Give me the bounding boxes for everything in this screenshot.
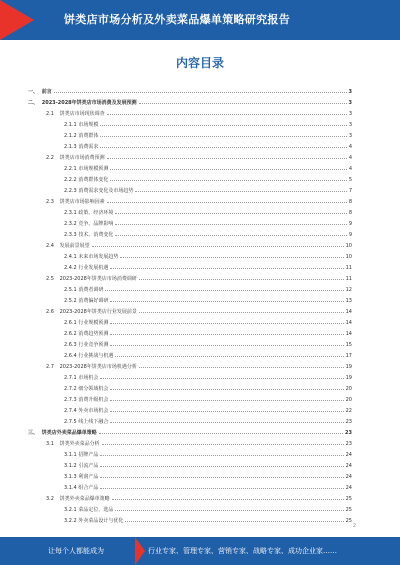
toc-entry-number: 2.6 — [46, 309, 54, 315]
toc-leader-dots — [54, 92, 347, 93]
toc-leader-dots — [99, 433, 343, 434]
toc-entry-number: 3.2.2 — [64, 518, 77, 524]
toc-entry-page: 25 — [345, 496, 352, 502]
toc-entry[interactable] — [28, 436, 352, 447]
toc-entry-label — [46, 242, 90, 249]
footer-tags: 行业专家、管理专家、营销专家、战略专家、成功企业家…… — [148, 547, 337, 555]
toc-leader-dots — [139, 312, 344, 313]
toc-entry-text: 技术、消费变化 — [78, 232, 114, 238]
toc-entry-number: 2.7.3 — [64, 397, 77, 403]
toc-entry-label — [64, 187, 133, 194]
toc-leader-dots — [115, 356, 343, 357]
toc-entry[interactable] — [28, 304, 352, 315]
toc-entry[interactable] — [28, 238, 352, 249]
toc-leader-dots — [115, 213, 346, 214]
toc-entry-label — [64, 396, 108, 403]
toc-leader-dots — [105, 290, 343, 291]
toc-leader-dots — [110, 180, 346, 181]
toc-entry-label — [46, 440, 100, 447]
toc-entry-label — [64, 352, 113, 359]
toc-leader-dots — [115, 235, 346, 236]
toc-entry-text: 发展前景展望 — [59, 243, 90, 249]
toc-entry-page: 12 — [345, 287, 352, 293]
toc-entry-label — [64, 165, 108, 172]
toc-entry[interactable] — [28, 106, 352, 117]
toc-entry-text: 利润产品 — [78, 474, 99, 480]
toc-entry-label — [28, 99, 137, 106]
toc-entry-page: 25 — [345, 507, 352, 513]
toc-entry-text: 行业规模预测 — [78, 320, 109, 326]
toc-entry[interactable] — [28, 194, 352, 205]
toc-entry-page: 11 — [345, 276, 352, 282]
toc-entry[interactable] — [28, 414, 352, 425]
toc-entry-number: 2.5.2 — [64, 298, 77, 304]
toc-entry-text: 消费者调研 — [78, 287, 104, 293]
footer-red-arrow — [135, 537, 145, 565]
report-header — [0, 0, 400, 40]
toc-entry-label — [46, 154, 105, 161]
toc-entry-label — [64, 264, 108, 271]
toc-entry-page: 3 — [348, 89, 352, 95]
toc-entry-label — [46, 198, 105, 205]
toc-leader-dots — [110, 389, 343, 390]
toc-entry-text: 饼类外卖菜品爆单策略 — [59, 496, 110, 502]
toc-entry-page: 8 — [348, 210, 352, 216]
toc-entry-page: 14 — [345, 320, 352, 326]
toc-entry[interactable] — [28, 95, 352, 106]
toc-entry-text: 2023-2028年饼类店市场机遇分析 — [59, 364, 137, 370]
toc-leader-dots — [110, 268, 343, 269]
toc-entry-label — [64, 209, 113, 216]
toc-entry-label — [64, 473, 98, 480]
toc-entry-number: 2.2.2 — [64, 177, 77, 183]
toc-entry[interactable] — [28, 271, 352, 282]
toc-entry-label — [46, 275, 137, 282]
toc-entry-text: 外卖菜品设计与优化 — [78, 518, 124, 524]
toc-entry[interactable] — [28, 249, 352, 260]
toc-entry-number: 2.4 — [46, 243, 54, 249]
toc-entry-number: 3.2 — [46, 496, 54, 502]
toc-entry-page: 15 — [345, 342, 352, 348]
toc-entry-text: 竞争、品牌影响 — [78, 221, 114, 227]
toc-entry-page: 3 — [348, 100, 352, 106]
toc-entry[interactable] — [28, 150, 352, 161]
toc-entry-page: 8 — [348, 199, 352, 205]
toc-entry-text: 饼类店市场消费预测 — [59, 155, 105, 161]
toc-leader-dots — [139, 103, 347, 104]
toc-leader-dots — [100, 477, 343, 478]
toc-entry-number: 2.5 — [46, 276, 54, 282]
toc-entry-page: 20 — [345, 386, 352, 392]
toc-entry-label — [64, 121, 98, 128]
toc-entry-label — [64, 297, 108, 304]
toc-entry-number: 2.7.2 — [64, 386, 77, 392]
toc-entry-number: 2.2.3 — [64, 188, 77, 194]
toc-entry-label — [64, 319, 108, 326]
toc-entry-text: 消费趋势预测 — [78, 331, 109, 337]
toc-entry-text: 菜品定位、选品 — [78, 507, 114, 513]
toc-entry-text: 消费群体 — [78, 133, 99, 139]
toc-entry-text: 线上线下融合 — [78, 419, 109, 425]
toc-entry-label — [64, 418, 108, 425]
toc-entry-page: 9 — [348, 232, 352, 238]
toc-entry-label — [64, 143, 98, 150]
toc-entry-text: 前言 — [41, 89, 52, 95]
toc-entry-number: 一、 — [28, 89, 39, 95]
toc-entry[interactable] — [28, 480, 352, 491]
toc-entry-text: 行业挑战与机遇 — [78, 353, 114, 359]
toc-entry-page: 20 — [345, 397, 352, 403]
toc-entry-number: 2.7.4 — [64, 408, 77, 414]
toc-entry-label — [64, 374, 98, 381]
toc-entry-number: 2.4.1 — [64, 254, 77, 260]
toc-entry[interactable] — [28, 315, 352, 326]
toc-leader-dots — [107, 114, 347, 115]
toc-entry-number: 2.4.2 — [64, 265, 77, 271]
toc-leader-dots — [110, 169, 346, 170]
toc-entry-number: 2.3.1 — [64, 210, 77, 216]
toc-heading: 内容目录 — [175, 56, 224, 70]
toc-entry-text: 2023-2028年饼类店市场消费调研 — [59, 276, 137, 282]
toc-leader-dots — [110, 334, 343, 335]
toc-entry-page: 3 — [348, 133, 352, 139]
toc-entry-page: 25 — [345, 518, 352, 524]
toc-entry-text: 消费群体变化 — [78, 177, 109, 183]
toc-entry[interactable] — [28, 161, 352, 172]
toc-leader-dots — [115, 224, 346, 225]
toc-entry-number: 2.3.2 — [64, 221, 77, 227]
toc-entry-page: 5 — [348, 177, 352, 183]
toc-entry-text: 市场规模预测 — [78, 166, 109, 172]
toc-entry-page: 10 — [345, 243, 352, 249]
page-number: 2 — [352, 523, 356, 529]
toc-entry-text: 政策、经济环境 — [78, 210, 114, 216]
toc-entry[interactable] — [28, 381, 352, 392]
toc-entry-label — [64, 385, 108, 392]
toc-entry-text: 消费需求变化及市场趋势 — [78, 188, 134, 194]
toc-entry-label — [46, 308, 137, 315]
toc-leader-dots — [110, 422, 343, 423]
toc-entry-page: 14 — [345, 309, 352, 315]
toc-entry[interactable] — [28, 447, 352, 458]
toc-leader-dots — [110, 400, 343, 401]
toc-entry-number: 二、 — [28, 100, 39, 106]
toc-entry-number: 2.2.1 — [64, 166, 77, 172]
toc-entry-number: 3.1.1 — [64, 452, 77, 458]
toc-entry-label — [28, 88, 52, 95]
toc-entry-page: 23 — [345, 430, 352, 436]
toc-entry-number: 2.6.4 — [64, 353, 77, 359]
toc-entry-text: 消费需求 — [78, 144, 99, 150]
toc-entry-number: 2.7.5 — [64, 419, 77, 425]
toc-entry-page: 4 — [348, 144, 352, 150]
toc-entry-number: 2.1.1 — [64, 122, 77, 128]
toc-entry-page: 24 — [345, 452, 352, 458]
toc-leader-dots — [100, 455, 343, 456]
toc-entry-number: 三、 — [28, 430, 39, 436]
toc-leader-dots — [110, 323, 343, 324]
toc-entry-number: 2.2 — [46, 155, 54, 161]
toc-entry-label — [64, 484, 98, 491]
toc-entry-page: 3 — [348, 122, 352, 128]
toc-entry[interactable] — [28, 183, 352, 194]
toc-entry-number: 3.2.1 — [64, 507, 77, 513]
toc-entry[interactable] — [28, 491, 352, 502]
toc-leader-dots — [115, 510, 343, 511]
toc-entry-text: 饼类店外卖菜品爆单策略 — [41, 430, 97, 436]
toc-entry[interactable] — [28, 502, 352, 513]
toc-leader-dots — [100, 378, 343, 379]
toc-entry[interactable] — [28, 337, 352, 348]
toc-leader-dots — [100, 136, 346, 137]
toc-entry-text: 饼类外卖菜品分析 — [59, 441, 100, 447]
toc-entry[interactable] — [28, 458, 352, 469]
toc-entry-number: 2.7 — [46, 364, 54, 370]
toc-entry[interactable] — [28, 128, 352, 139]
toc-entry-label — [64, 330, 108, 337]
toc-entry[interactable] — [28, 326, 352, 337]
toc-entry-label — [64, 341, 108, 348]
toc-entry-page: 23 — [345, 441, 352, 447]
toc-entry-number: 3.1.3 — [64, 474, 77, 480]
toc-entry-number: 2.3 — [46, 199, 54, 205]
toc-entry-number: 2.1.2 — [64, 133, 77, 139]
toc-leader-dots — [135, 191, 346, 192]
toc-entry-label — [46, 110, 105, 117]
toc-leader-dots — [139, 279, 344, 280]
toc-entry-page: 3 — [348, 111, 352, 117]
toc-entry-page: 19 — [345, 364, 352, 370]
toc-entry-number: 2.7.1 — [64, 375, 77, 381]
toc-entry[interactable] — [28, 513, 352, 524]
toc-entry-number: 2.1 — [46, 111, 54, 117]
toc-entry[interactable] — [28, 84, 352, 95]
toc-leader-dots — [139, 367, 344, 368]
table-of-contents — [28, 84, 352, 524]
toc-entry[interactable] — [28, 348, 352, 359]
toc-entry-number: 2.3.3 — [64, 232, 77, 238]
toc-leader-dots — [110, 411, 343, 412]
toc-leader-dots — [110, 301, 343, 302]
toc-entry-number: 3.1.2 — [64, 463, 77, 469]
toc-entry-text: 饼类店市场现状调查 — [59, 111, 105, 117]
toc-entry-page: 24 — [345, 463, 352, 469]
toc-entry-number: 2.5.1 — [64, 287, 77, 293]
toc-entry-text: 外卖市场机会 — [78, 408, 109, 414]
toc-leader-dots — [100, 488, 343, 489]
toc-entry-text: 细分领域机会 — [78, 386, 109, 392]
toc-entry[interactable] — [28, 370, 352, 381]
toc-entry-page: 13 — [345, 298, 352, 304]
toc-leader-dots — [112, 499, 344, 500]
header-red-triangle — [0, 0, 34, 40]
toc-entry[interactable] — [28, 216, 352, 227]
toc-leader-dots — [100, 125, 346, 126]
toc-leader-dots — [100, 466, 343, 467]
toc-entry[interactable] — [28, 172, 352, 183]
report-footer — [0, 537, 400, 565]
toc-entry-page: 4 — [348, 166, 352, 172]
toc-entry-label — [64, 231, 113, 238]
toc-entry-page: 10 — [345, 254, 352, 260]
toc-entry-page: 24 — [345, 474, 352, 480]
toc-entry-label — [64, 176, 108, 183]
toc-entry[interactable] — [28, 227, 352, 238]
toc-entry-text: 饼类店市场影响因素 — [59, 199, 105, 205]
toc-entry-page: 9 — [348, 221, 352, 227]
toc-entry-text: 未来市场发展趋势 — [78, 254, 119, 260]
toc-entry-number: 2.1.3 — [64, 144, 77, 150]
toc-entry-page: 19 — [345, 375, 352, 381]
toc-leader-dots — [125, 521, 343, 522]
toc-entry-label — [64, 220, 113, 227]
toc-entry-number: 2.6.1 — [64, 320, 77, 326]
toc-entry-label — [64, 407, 108, 414]
toc-entry[interactable] — [28, 282, 352, 293]
toc-entry-text: 消费偏好调研 — [78, 298, 109, 304]
toc-entry-text: 组合产品 — [78, 485, 99, 491]
toc-entry-label — [64, 517, 123, 524]
toc-entry-label — [64, 132, 98, 139]
toc-entry[interactable] — [28, 359, 352, 370]
toc-entry-text: 消费升级机会 — [78, 397, 109, 403]
toc-entry-page: 23 — [345, 419, 352, 425]
toc-entry[interactable] — [28, 205, 352, 216]
toc-entry-label — [64, 506, 113, 513]
toc-entry-number: 2.6.3 — [64, 342, 77, 348]
toc-leader-dots — [120, 257, 343, 258]
toc-entry[interactable] — [28, 117, 352, 128]
toc-entry[interactable] — [28, 469, 352, 480]
toc-entry[interactable] — [28, 260, 352, 271]
toc-leader-dots — [102, 444, 344, 445]
toc-leader-dots — [107, 202, 347, 203]
toc-entry-label — [64, 451, 98, 458]
toc-entry-page: 7 — [348, 188, 352, 194]
toc-entry-number: 2.6.2 — [64, 331, 77, 337]
toc-entry-text: 2023-2028年饼类店市场消费及发展预测 — [41, 100, 137, 106]
toc-entry-label — [46, 363, 137, 370]
toc-entry-label — [64, 253, 118, 260]
toc-entry-label — [64, 462, 98, 469]
toc-entry[interactable] — [28, 293, 352, 304]
toc-entry-page: 11 — [345, 265, 352, 271]
toc-leader-dots — [110, 345, 343, 346]
toc-entry-page: 24 — [345, 485, 352, 491]
toc-entry-text: 行业发展机遇 — [78, 265, 109, 271]
toc-entry-page: 4 — [348, 155, 352, 161]
toc-entry-label — [64, 286, 103, 293]
toc-entry[interactable] — [28, 403, 352, 414]
footer-slogan: 让每个人都能成为 — [48, 547, 104, 555]
report-title: 饼类店市场分析及外卖菜品爆单策略研究报告 — [64, 13, 290, 26]
toc-entry-page: 17 — [345, 353, 352, 359]
toc-entry-page: 14 — [345, 331, 352, 337]
toc-entry[interactable] — [28, 139, 352, 150]
toc-entry-text: 引流产品 — [78, 463, 99, 469]
toc-entry-number: 3.1 — [46, 441, 54, 447]
toc-entry-label — [46, 495, 110, 502]
toc-entry[interactable] — [28, 425, 352, 436]
toc-leader-dots — [100, 147, 346, 148]
toc-entry-text: 市场机会 — [78, 375, 99, 381]
toc-entry-label — [28, 429, 97, 436]
toc-entry-number: 3.1.4 — [64, 485, 77, 491]
toc-entry-text: 市场规模 — [78, 122, 99, 128]
toc-entry[interactable] — [28, 392, 352, 403]
toc-entry-page: 22 — [345, 408, 352, 414]
toc-leader-dots — [92, 246, 344, 247]
toc-entry-text: 招牌产品 — [78, 452, 99, 458]
toc-entry-text: 2023-2028年饼类店行业发展前景 — [59, 309, 137, 315]
toc-entry-text: 行业竞争预测 — [78, 342, 109, 348]
toc-leader-dots — [107, 158, 347, 159]
